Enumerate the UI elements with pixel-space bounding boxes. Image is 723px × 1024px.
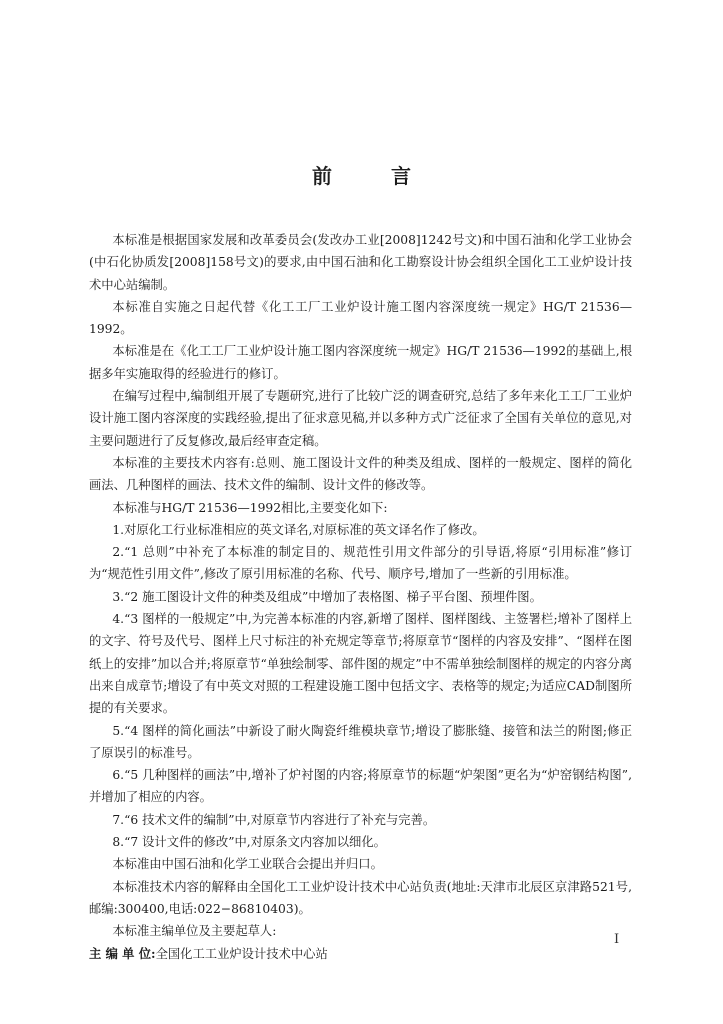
paragraph-6: 本标准与HG/T 21536—1992相比,主要变化如下: xyxy=(112,500,388,515)
change-item-3: 3.“2 施工图设计文件的种类及组成”中增加了表格图、梯子平台图、预埋件图。 xyxy=(112,589,542,604)
change-item-5: 5.“4 图样的简化画法”中新设了耐火陶瓷纤维模块章节;增设了膨胀缝、接管和法兰的附图;修正了原误引的标准号。 xyxy=(89,723,632,760)
paragraph-interpretation: 本标准技术内容的解释由全国化工工业炉设计技术中心站负责(地址:天津市北辰区京津路521号,邮编:300400,电话:022−86810403)。 xyxy=(89,879,632,916)
chief-editor-line xyxy=(89,943,632,965)
paragraph-proposer: 本标准由中国石油和化学工业联合会提出并归口。 xyxy=(112,857,383,872)
paragraph-3: 本标准是在《化工工厂工业炉设计施工图内容深度统一规定》HG/T 21536—1992的基础上,根据多年实施取得的经验进行的修订。 xyxy=(89,344,632,381)
paragraph-4: 在编写过程中,编制组开展了专题研究,进行了比较广泛的调查研究,总结了多年来化工工厂工业炉设计施工图内容深度的实践经验,提出了征求意见稿,并以多种方式广泛征求了全国有关单位的意见,对主要问题进行了反复修改,最后经审查定稿。 xyxy=(89,389,632,448)
paragraph-2: 本标准自实施之日起代替《化工工厂工业炉设计施工图内容深度统一规定》HG/T 21536—1992。 xyxy=(89,299,632,337)
change-item-1: 1.对原化工行业标准相应的英文译名,对原标准的英文译名作了修改。 xyxy=(112,522,485,537)
paragraph-1: 本标准是根据国家发展和改革委员会(发改办工业[2008]1242号文)和中国石油和化学工业协会(中石化协质发[2008]158号文)的要求,由中国石油和化工勘察设计协会组织全国化工工业炉设计技术中心站编制。 xyxy=(89,233,632,292)
paragraph-5: 本标准的主要技术内容有:总则、施工图设计文件的种类及组成、图样的一般规定、图样的简化画法、几种图样的画法、技术文件的编制、设计文件的修改等。 xyxy=(89,455,632,493)
page-number: I xyxy=(614,932,620,947)
page-title: 前 言 xyxy=(312,164,437,188)
change-item-2: 2.“1 总则”中补充了本标准的制定目的、规范性引用文件部分的引导语,将原“引用标准”修订为“规范性引用文件”,修改了原引用标准的名称、代号、顺序号,增加了一些新的引用标准。 xyxy=(89,545,632,582)
change-item-8: 8.“7 设计文件的修改”中,对原条文内容加以细化。 xyxy=(112,835,386,850)
paragraph-drafters: 本标准主编单位及主要起草人: xyxy=(112,924,277,939)
change-item-7: 7.“6 技术文件的编制”中,对原章节内容进行了补充与完善。 xyxy=(112,812,436,827)
change-item-6: 6.“5 几种图样的画法”中,增补了炉衬图的内容;将原章节的标题“炉架图”更名为“炉窑钢结构图”,并增加了相应的内容。 xyxy=(89,768,632,805)
change-item-4: 4.“3 图样的一般规定”中,为完善本标准的内容,新增了图样、图样图线、主签署栏;增补了图样上的文字、符号及代号、图样上尺寸标注的补充规定等章节;将原章节“图样的内容及安排”、“图样在图纸上的安排”加以合并;将原章节“单独绘制零、部件图的规定”中不需单独绘制图样的规定的内容分离出来自成章节;增设了有中英文对照的工程建设施工图中包括文字、表格等的规定;为适应CAD制图所提的有关要求。 xyxy=(89,612,632,716)
preface-body xyxy=(89,229,632,965)
chief-editor-label: 主 编 单 位: xyxy=(89,945,156,961)
chief-editor-value: 全国化工工业炉设计技术中心站 xyxy=(155,946,328,961)
